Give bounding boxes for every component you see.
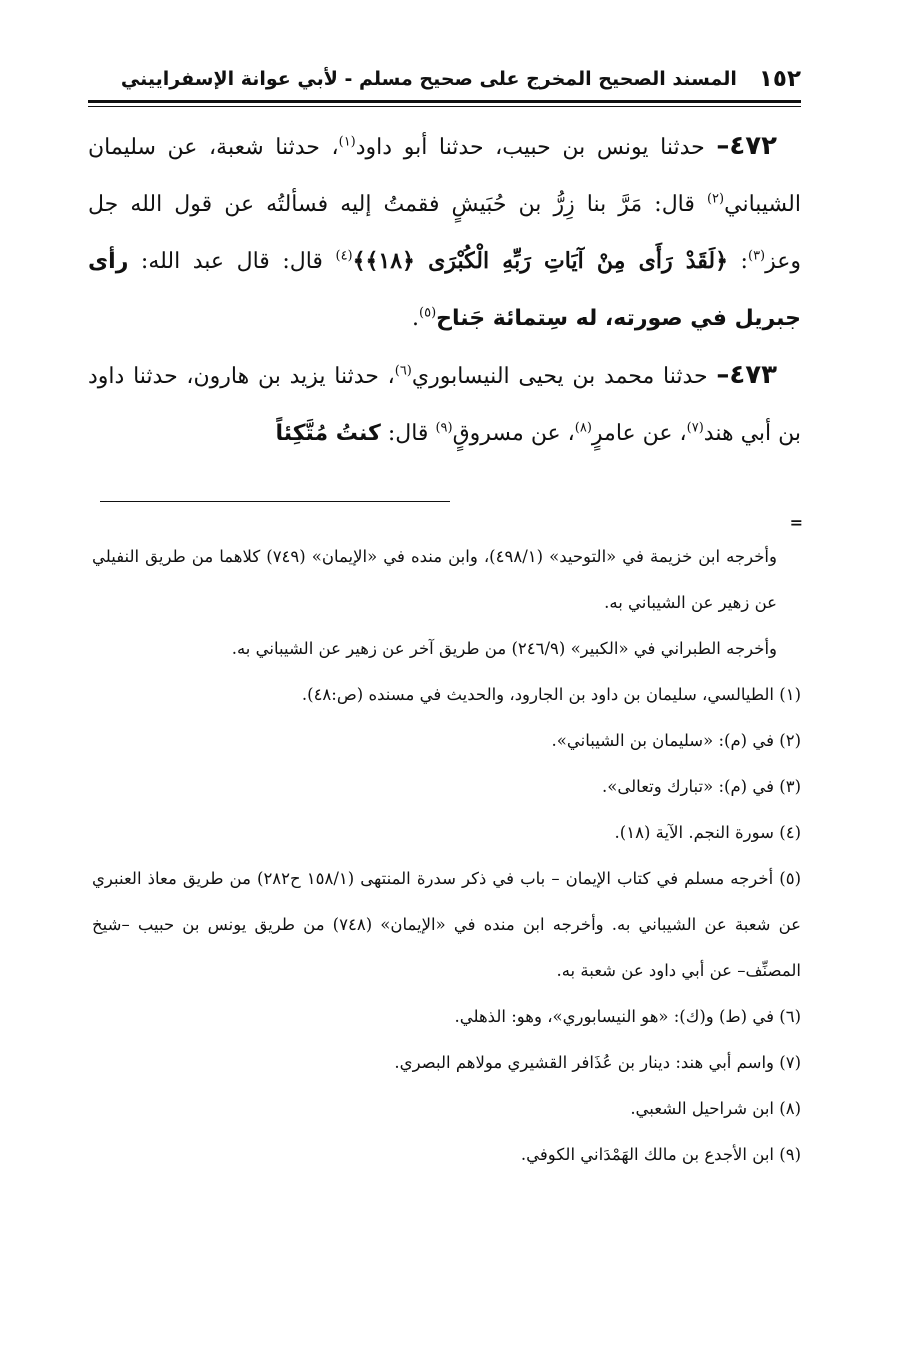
text-segment: ، عن مسروقٍ [452,421,575,446]
text-segment: ، حدثنا يزيد بن هارون، حدثنا داود بن أبي هند [88,364,801,446]
hadith-matn: رأى جبريل في صورته، له سِتمائة جَناح [88,249,801,331]
header-rule-thin [88,106,801,107]
footnote-separator [100,501,450,502]
footnote-ref: (٢) [706,191,725,207]
footnote-ref: (٩) [435,420,453,436]
hadith-473 [88,347,801,462]
continuation-mark: = [789,513,803,532]
footnote-2: (٢) في (م): «سليمان بن الشيباني». [551,731,801,750]
quran-verse: ﴿لَقَدْ رَأَى مِنْ آيَاتِ رَبِّهِ الْكُبْرَى ﴿١٨﴾﴾ [352,248,729,274]
footnote-ref: (٣) [747,248,766,264]
footnote-5: (٥) أخرجه مسلم في كتاب الإيمان – باب في ذكر سدرة المنتهى (١٥٨/١ ح٢٨٢) من طريق معاذ العنبري عن شعبة عن الشيباني به. وأخرجه ابن منده في «الإيمان» (٧٤٨) من طريق يونس بن حبيب –شيخ المصنِّف– عن أبي داود عن شعبة به. [92,869,802,980]
hadith-472 [88,118,801,347]
footnote-ref: (١) [338,134,356,150]
main-text [88,118,801,462]
footnote-ref: (٤) [335,248,353,264]
text-segment: : [728,249,748,274]
footnote-ref: (٥) [419,305,437,321]
footnote-ref: (٨) [574,420,592,436]
hadith-number: ٤٧٣– [716,360,777,390]
footnote-continuation: وأخرجه ابن خزيمة في «التوحيد» (٤٩٨/١)، وابن منده في «الإيمان» (٧٤٩) كلاهما من طريق النفيلي عن زهير عن الشيباني به. [92,547,777,612]
hadith-matn: كنتُ مُتَّكِئاً [275,421,381,446]
footnote-ref: (٧) [686,420,704,436]
footnote-8: (٨) ابن شراحيل الشعبي. [630,1099,801,1118]
page-number: ١٥٢ [758,66,801,92]
footnote-ref: (٦) [394,363,412,379]
running-header [88,62,801,96]
footnote-7: (٧) واسم أبي هند: دينار بن عُذَافر القشيري مولاهم البصري. [394,1053,801,1072]
text-segment: قال: [380,421,436,446]
header-rule-thick [88,100,801,103]
text-segment: ، حدثنا شعبة، عن سليمان الشيباني [88,135,801,217]
footnote-3: (٣) في (م): «تبارك وتعالى». [602,777,801,796]
text-segment: قال: قال عبد الله: [128,249,336,274]
footnote-4: (٤) سورة النجم. الآية (١٨). [614,823,801,842]
footnote-1: (١) الطيالسي، سليمان بن داود بن الجارود، والحديث في مسنده (ص:٤٨). [301,685,801,704]
text-segment: حدثنا يونس بن حبيب، حدثنا أبو داود [355,135,717,160]
footnote-9: (٩) ابن الأجدع بن مالك الهَمْدَاني الكوفي. [520,1145,801,1164]
text-segment: ، عن عامرٍ [591,421,687,446]
footnote-6: (٦) في (ط) و(ك): «هو النيسابوري»، وهو: الذهلي. [454,1007,801,1026]
text-segment: قال: مَرَّ بنا زِرُّ بن حُبَيشٍ فقمتُ إليه فسألتُه عن قول الله جل وعز [88,192,802,274]
text-segment: . [412,306,420,331]
footnotes [92,534,801,1178]
footnote-continuation: وأخرجه الطبراني في «الكبير» (٢٤٦/٩) من طريق آخر عن زهير عن الشيباني به. [231,639,777,658]
text-segment: حدثنا محمد بن يحيى النيسابوري [411,364,717,389]
hadith-number: ٤٧٢– [716,131,778,161]
running-title: المسند الصحيح المخرج على صحيح مسلم - لأبي عوانة الإسفراييني [120,68,737,90]
